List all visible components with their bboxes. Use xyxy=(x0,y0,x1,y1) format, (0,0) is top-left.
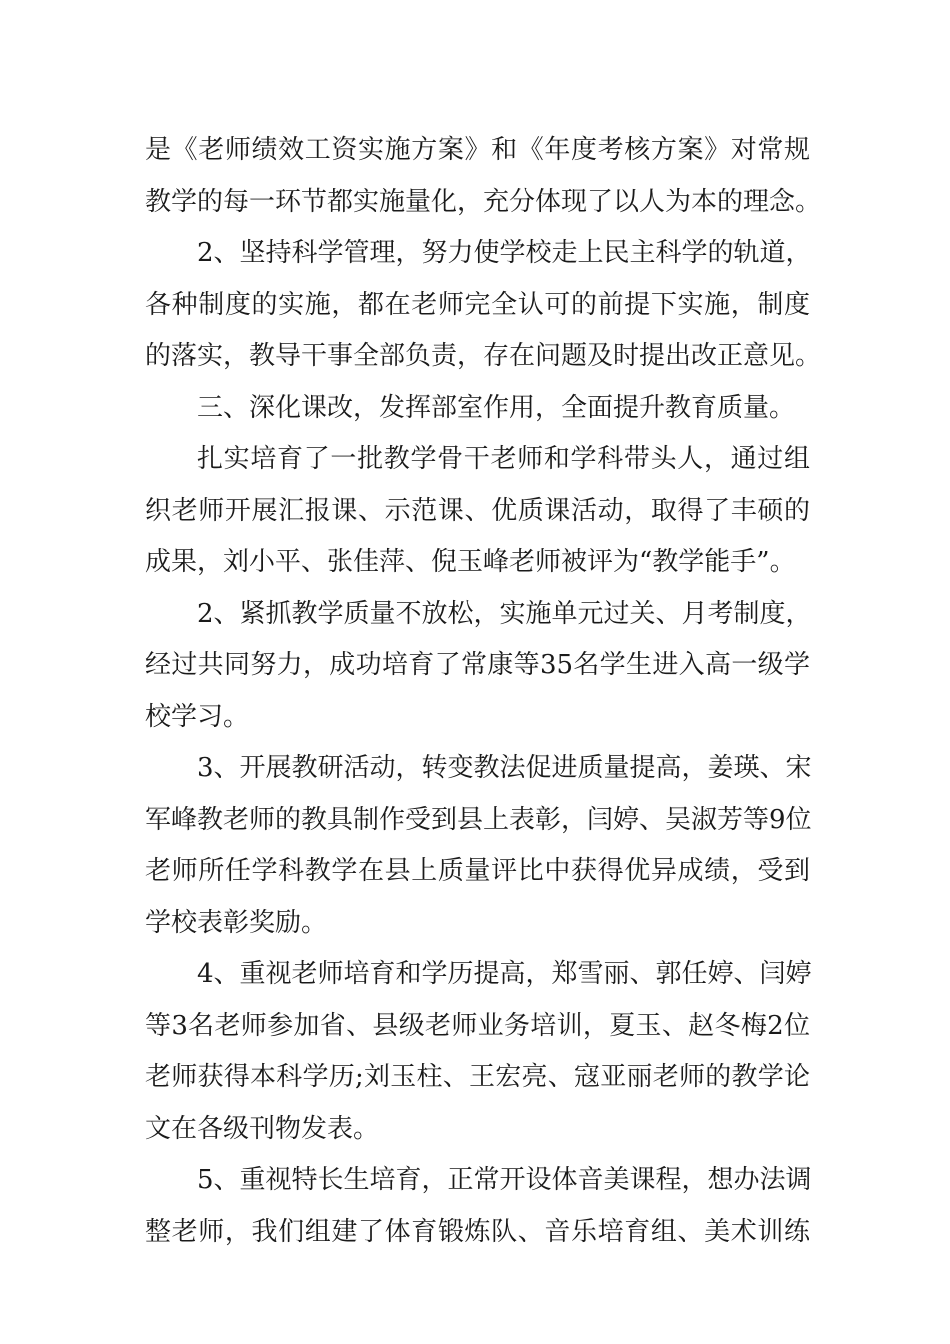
text-line: 经过共同努力，成功培育了常康等35名学生进入高一级学 xyxy=(145,650,810,680)
text-line: 各种制度的实施，都在老师完全认可的前提下实施，制度 xyxy=(145,289,810,320)
text-line: 4、重视老师培育和学历提高，郑雪丽、郭任婷、闫婷 xyxy=(197,959,812,989)
text-line: 老师获得本科学历;刘玉柱、王宏亮、寇亚丽老师的教学论 xyxy=(145,1062,810,1092)
text-line: 的落实，教导干事全部负责，存在问题及时提出改正意见。 xyxy=(145,341,822,371)
text-line: 是《老师绩效工资实施方案》和《年度考核方案》对常规 xyxy=(145,135,810,165)
document-body xyxy=(145,125,822,1258)
text-line: 教学的每一环节都实施量化，充分体现了以人为本的理念。 xyxy=(145,186,822,217)
text-line: 2、坚持科学管理，努力使学校走上民主科学的轨道， xyxy=(197,238,812,268)
text-line: 成果，刘小平、张佳萍、倪玉峰老师被评为“教学能手”。 xyxy=(145,547,796,577)
text-line: 等3名老师参加省、县级老师业务培训，夏玉、赵冬梅2位 xyxy=(145,1010,810,1041)
text-line: 三、深化课改，发挥部室作用，全面提升教育质量。 xyxy=(197,392,796,423)
text-line: 5、重视特长生培育，正常开设体音美课程，想办法调 xyxy=(197,1165,812,1195)
text-line: 校学习。 xyxy=(145,701,250,732)
text-line: 2、紧抓教学质量不放松，实施单元过关、月考制度， xyxy=(197,598,812,629)
text-line: 军峰教老师的教具制作受到县上表彰，闫婷、吴淑芳等9位 xyxy=(145,804,812,835)
text-line: 学校表彰奖励。 xyxy=(145,907,328,938)
text-line: 老师所任学科教学在县上质量评比中获得优异成绩，受到 xyxy=(145,856,810,886)
text-line: 织老师开展汇报课、示范课、优质课活动，取得了丰硕的 xyxy=(145,495,810,526)
text-line: 整老师，我们组建了体育锻炼队、音乐培育组、美术训练 xyxy=(145,1216,810,1247)
text-line: 3、开展教研活动，转变教法促进质量提高，姜瑛、宋 xyxy=(197,753,812,783)
text-line: 扎实培育了一批教学骨干老师和学科带头人，通过组 xyxy=(197,444,810,474)
text-line: 文在各级刊物发表。 xyxy=(145,1113,380,1144)
